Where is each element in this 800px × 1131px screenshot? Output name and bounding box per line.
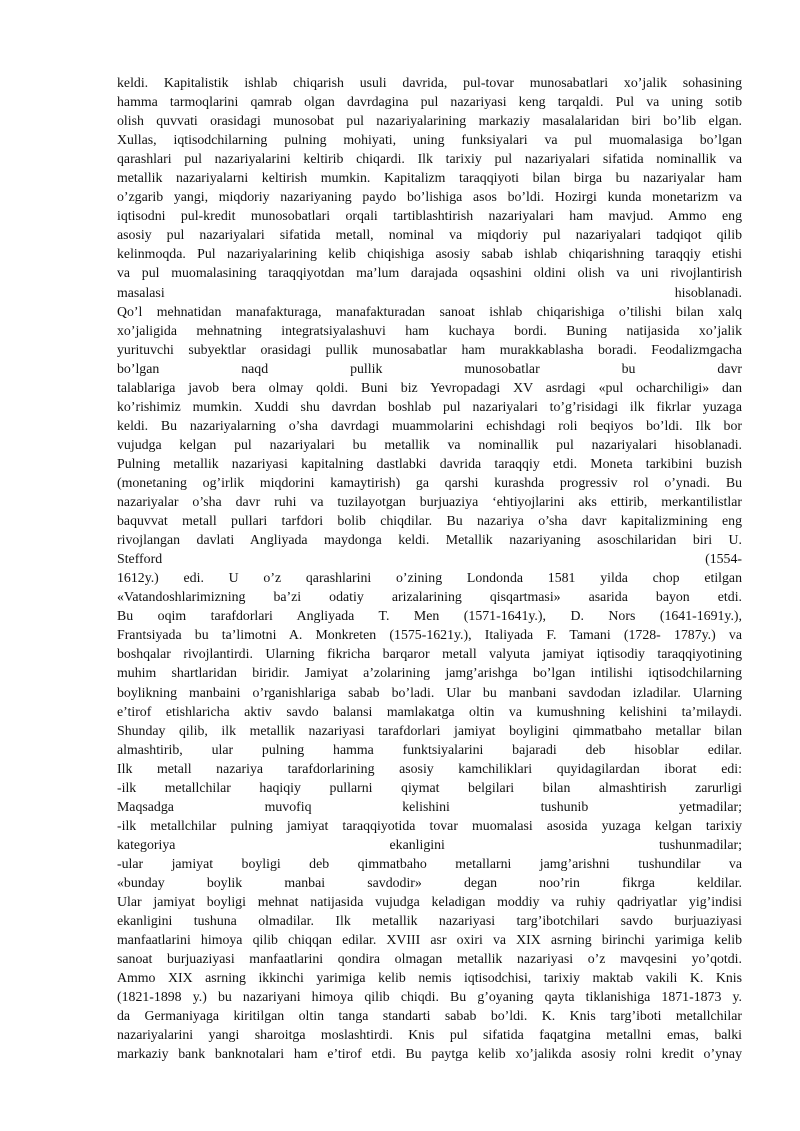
text-line: Frantsiyada bu ta’limotni A. Monkreten (1575-1621y.), Italiyada F. Tamani (1728- 1787y.) va <box>117 627 742 643</box>
text-line: yurituvchi subyektlar orasidagi pullik munosabatlar ham murakkablasha boradi. Feodalizmgacha <box>117 341 742 357</box>
text-line: kategoriya ekanligini tushunmadilar; <box>117 836 742 852</box>
text-line: -ilk metallchilar pulning jamiyat taraqqiyotida tovar muomalasi asosida yuzaga kelgan tarixiy <box>117 817 742 833</box>
text-line: ekanligini tushuna olmadilar. Ilk metallik nazariyasi targ’ibotchilari savdo burjuaziyasi <box>117 913 742 929</box>
text-line: Stefford (1554- <box>117 551 742 567</box>
text-line: o’zgarib yangi, miqdoriy nazariyaning paydo bo’lishiga asos bo’ldi. Hozirgi kunda monetarizm va <box>117 189 742 205</box>
text-line: Maqsadga muvofiq kelishini tushunib yetmadilar; <box>117 798 742 814</box>
text-line: qarashlari pul nazariyalarini keltirib chiqardi. Ilk tarixiy pul nazariyalari sifatida nominallik va <box>117 151 742 167</box>
text-line: boshqalar rivojlantirdi. Ularning fikricha barqaror metall valyuta jamiyat iqtisodiy taraqqiyotining <box>117 646 742 662</box>
text-line: (monetaning og’irlik miqdorini kamaytirish) ga qarshi kurashda progressiv rol o’ynadi. Bu <box>117 474 742 490</box>
text-line: Ilk metall nazariya tarafdorlarining asosiy kamchiliklari quyidagilardan iborat edi: <box>117 760 742 776</box>
text-line: hamma tarmoqlarini qamrab olgan davrdagina pul nazariyasi keng tarqaldi. Pul va uning sotib <box>117 94 742 110</box>
text-line: masalasi hisoblanadi. <box>117 284 742 300</box>
text-line: rivojlangan davlati Angliyada maydonga keldi. Metallik nazariyaning asoschilaridan biri U. <box>117 532 742 548</box>
text-line: Pulning metallik nazariyasi kapitalning dastlabki davrida taraqqiy etdi. Moneta tarkibini buzish <box>117 455 742 471</box>
text-line: Ammo XIX asrning ikkinchi yarimiga kelib nemis iqtisodchisi, tarixiy maktab vakili K. Knis <box>117 970 742 986</box>
text-line: olish quvvati orasidagi munosobat pul nazariyalarining markaziy masalalaridan biri bo’lib elgan. <box>117 113 742 129</box>
text-line: iqtisodni pul-kredit munosobatlari orqali tartiblashtirish nazariyalari ham mavjud. Ammo eng <box>117 208 742 224</box>
text-line: manfaatlarini himoya qilib chiqqan edilar. XVIII asr oxiri va XIX asrning birinchi yarimiga kelib <box>117 932 742 948</box>
text-line: -ular jamiyat boyligi deb qimmatbaho metallarni jamg’arishni tushundilar va <box>117 855 742 871</box>
text-line: va pul muomalasining taraqqiyotdan ma’lum darajada oqsashini oldini olish va uni rivojlantirish <box>117 265 742 281</box>
text-line: vujudga kelgan pul nazariyalari bu metallik va nominallik pul nazariyalari hisoblanadi. <box>117 436 742 452</box>
text-line: talablariga javob bera olmay qoldi. Buni biz Yevropadagi XV asrdagi «pul ocharchiligi» dan <box>117 379 742 395</box>
text-line: nazariyalar o’sha davr ruhi va tuzilayotgan burjuaziya ‘ehtiyojlarini aks ettirib, merkantilistlar <box>117 494 742 510</box>
text-line: kelinmoqda. Pul nazariyalarining kelib chiqishiga asosiy sabab ishlab chiqarishning taraqqiy etishi <box>117 246 742 262</box>
text-line: asosiy pul nazariyalari sifatida metall, nominal va miqdoriy pul nazariyalari tadqiqot qilib <box>117 227 742 243</box>
text-line: Qo’l mehnatidan manafakturaga, manafakturadan sanoat ishlab chiqarishiga o’tilishi bilan xalq <box>117 303 742 319</box>
text-line: bo’lgan naqd pullik munosobatlar bu davr <box>117 360 742 376</box>
text-line: nazariyalarini yangi sharoitga moslashtirdi. Knis pul sifatida faqatgina metallni emas, balki <box>117 1027 742 1043</box>
document-body <box>117 73 742 1063</box>
text-line: keldi. Bu nazariyalarning o’sha davrdagi muammolarini echishdagi roli beqiyos bo’ldi. Ilk bor <box>117 417 742 433</box>
text-line: sanoat burjuaziyasi manfaatlarini qondira olmagan metallik nazariyasi o’z mavqesini yo’qotdi. <box>117 951 742 967</box>
text-line: metallik nazariyalarni keltirish mumkin. Kapitalizm taraqqiyoti bilan birga bu nazariyalar ham <box>117 170 742 186</box>
text-line: baquvvat metall pullari tarfdori bolib chiqdilar. Bu nazariya o’sha davr kapitalizmining eng <box>117 513 742 529</box>
text-line: Shunday qilib, ilk metallik nazariyasi tarafdorlari jamiyat boyligini qimmatbaho metallar bilan <box>117 722 742 738</box>
text-line: Ular jamiyat boyligi mehnat natijasida vujudga keladigan moddiy va ruhiy qadriyatlar yig’indisi <box>117 894 742 910</box>
text-line: «bunday boylik manbai savdodir» degan noo’rin fikrga keldilar. <box>117 874 742 890</box>
text-line: da Germaniyaga kiritilgan oltin tanga standarti sabab bo’ldi. K. Knis targ’iboti metallchilar <box>117 1008 742 1024</box>
text-line: -ilk metallchilar haqiqiy pullarni qiymat belgilari bilan almashtirish zarurligi <box>117 779 742 795</box>
text-line: «Vatandoshlarimizning ba’zi odatiy arizalarining qisqartmasi» asarida bayon etdi. <box>117 589 742 605</box>
text-line: boylikning manbaini o’rganishlariga sabab bo’ladi. Ular bu manbani savdodan izladilar. Ularning <box>117 684 742 700</box>
text-line: e’tirof etishlaricha aktiv savdo balansi mamlakatga oltin va kumushning kelishini ta’milaydi. <box>117 703 742 719</box>
text-line: xo’jaligida mehnatning integratsiyalashuvi ham kuchaya bordi. Buning natijasida xo’jalik <box>117 322 742 338</box>
text-line: almashtirib, ular pulning hamma funktsiyalarini bajaradi deb hisoblar edilar. <box>117 741 742 757</box>
text-line: Xullas, iqtisodchilarning pulning mohiyati, uning funksiyalari va pul muomalasiga bo’lgan <box>117 132 742 148</box>
text-line: muhim shartlaridan biridir. Jamiyat a’zolarining jamg’arishga bo’lgan intilishi iqtisodchilarning <box>117 665 742 681</box>
text-line: keldi. Kapitalistik ishlab chiqarish usuli davrida, pul-tovar munosabatlari xo’jalik sohasining <box>117 75 742 90</box>
text-line: (1821-1898 y.) bu nazariyani himoya qilib chiqdi. Bu g’oyaning qayta tiklanishiga 1871-1873 y. <box>117 989 742 1005</box>
text-line: ko’rishimiz mumkin. Xuddi shu davrdan boshlab pul nazariyalari to’g’risidagi ilk fikrlar yuzaga <box>117 398 742 414</box>
text-line: Bu oqim tarafdorlari Angliyada T. Men (1571-1641y.), D. Nors (1641-1691y.), <box>117 608 742 624</box>
text-line: markaziy bank banknotalari ham e’tirof etdi. Bu paytga kelib xo’jalikda asosiy rolni kredit o’ynay <box>117 1046 742 1062</box>
text-line: 1612y.) edi. U o’z qarashlarini o’zining Londonda 1581 yilda chop etilgan <box>117 570 742 586</box>
